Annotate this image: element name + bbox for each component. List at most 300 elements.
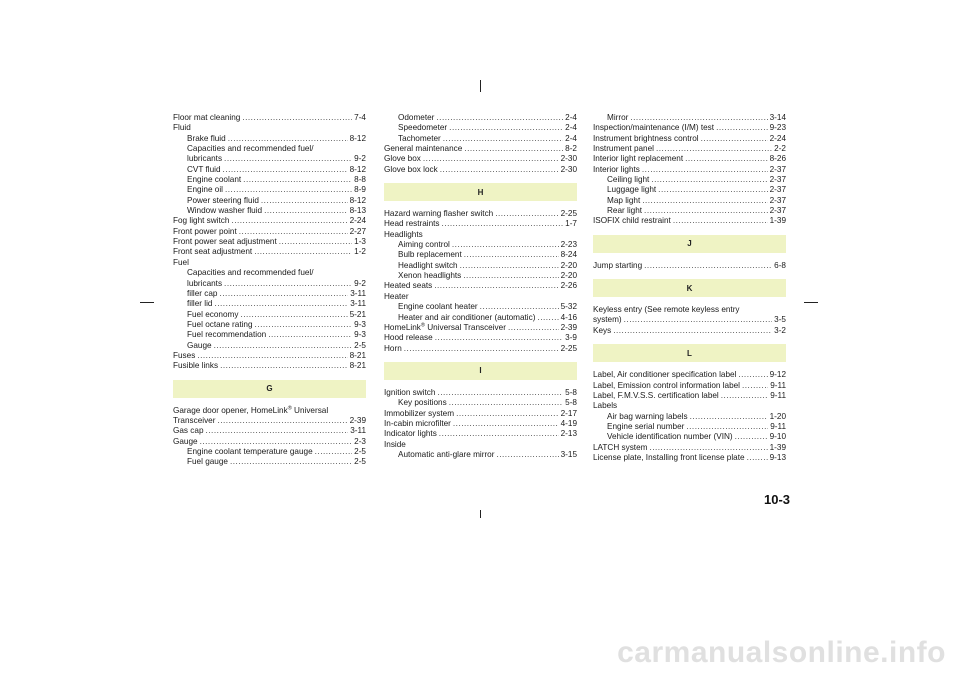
entry-label: Inside [384,439,406,449]
entry-text [173,416,215,426]
index-entry [173,416,366,426]
index-subentry [173,165,366,175]
page-reference: 2-24 [769,133,786,143]
dot-leader [439,429,559,439]
entry-text [593,261,642,271]
dot-leader [496,450,558,460]
index-entry [384,292,577,302]
registered-mark: ® [420,322,425,329]
entry-text [187,144,366,154]
entry-label: In-cabin microfilter [384,418,451,428]
dot-leader [701,134,768,144]
index-subentry [384,261,577,271]
page-reference: 3-2 [774,325,786,335]
entry-text [607,113,628,123]
entry-text [173,237,277,247]
entry-label: Map light [607,195,641,205]
entry-label: Label, Emission control information label [593,380,740,390]
entry-text [173,361,218,371]
index-entry [384,209,577,219]
entry-label: lubricants [187,154,223,164]
index-subentry [384,240,577,250]
dot-leader [200,437,353,447]
entry-text [593,216,671,226]
entry-text [187,134,226,144]
dot-leader [644,261,772,271]
entry-label: Label, F.M.V.S.S. certification label [593,390,719,400]
dot-leader [206,426,349,436]
index-entry [593,216,786,226]
entry-text [384,440,577,450]
index-entry [593,381,786,391]
entry-text [384,429,437,439]
entry-label: Fuel economy [187,309,239,319]
entry-label: Immobilizer system [384,408,455,418]
dot-leader [442,219,564,229]
entry-text [187,320,253,330]
entry-text [384,323,506,333]
index-entry [384,429,577,439]
entry-label: Label, Air conditioner specification label [593,370,737,380]
entry-label: Aiming control [398,240,450,250]
page-reference: 9-3 [354,319,366,329]
dot-leader [242,113,352,123]
entry-label: Hood release [384,333,433,343]
index-subentry [384,134,577,144]
entry-label: Fuel [173,257,189,267]
entry-text [398,123,447,133]
page-reference: 4-19 [560,418,577,428]
index-entry [173,216,366,226]
section-header-g: G [173,380,366,398]
entry-label: Gauge [187,340,212,350]
index-entry [593,134,786,144]
entry-label: General maintenance [384,144,463,154]
index-subentry [593,196,786,206]
page-reference: 2-3 [354,436,366,446]
page-reference: 2-37 [769,195,786,205]
dot-leader [747,453,768,463]
entry-label: Garage door opener, HomeLink [173,405,288,415]
entry-label: system) [593,315,622,325]
entry-label: Mirror [607,113,629,122]
dot-leader [224,279,352,289]
page-reference: 9-3 [354,330,366,340]
entry-text [384,165,438,175]
entry-label-cont: Universal Transceiver [424,322,506,332]
entry-label: Window washer fluid [187,206,263,216]
index-subentry [173,330,366,340]
index-entry [593,370,786,380]
dot-leader [651,175,767,185]
index-entry [173,426,366,436]
index-entry [593,326,786,336]
dot-leader [239,227,348,237]
index-column-1 [173,113,366,468]
page-reference: 2-30 [560,154,577,164]
index-entry [593,401,786,411]
page-reference: 2-24 [349,216,366,226]
dot-leader [230,457,352,467]
page-reference: 3-11 [350,288,366,298]
index-subentry [384,250,577,260]
index-subentry [384,123,577,133]
index-subentry [593,412,786,422]
entry-text [173,351,195,361]
dot-leader [255,320,353,330]
entry-text [398,398,447,408]
entry-label: Automatic anti-glare mirror [398,449,495,459]
entry-text [593,315,622,325]
dot-leader [261,196,348,206]
dot-leader [738,370,767,380]
entry-label: Brake fluid [187,133,226,143]
section-header-h: H [384,183,577,201]
entry-text [173,123,366,133]
index-subentry [593,432,786,442]
page-reference: 2-5 [354,340,366,350]
dot-leader [630,113,767,123]
dot-leader [437,388,563,398]
entry-text [384,333,433,343]
page-reference: 8-12 [349,164,366,174]
index-subentry [173,134,366,144]
dot-leader [456,409,559,419]
index-entry [593,123,786,133]
index-subentry [384,271,577,281]
dot-leader [240,310,347,320]
index-subentry [173,144,366,154]
entry-label: Glove box [384,154,421,164]
page-reference: 2-4 [565,133,577,143]
entry-label: ISOFIX child restraint [593,216,671,226]
entry-text [187,268,366,278]
index-subentry [173,175,366,185]
entry-text [187,196,259,206]
index-entry [593,315,786,325]
dot-leader [228,134,348,144]
entry-label: Capacities and recommended fuel/ [187,268,314,278]
page-reference: 2-37 [769,185,786,195]
dot-leader [264,206,348,216]
entry-label: Keyless entry (See remote keyless entry [593,305,740,315]
entry-label: Xenon headlights [398,271,462,281]
index-entry [173,247,366,257]
index-entry [173,406,366,416]
section-header-k: K [593,279,786,297]
dot-leader [624,315,773,325]
index-entry [593,453,786,463]
page-reference: 1-2 [354,247,366,257]
entry-text [384,292,577,302]
dot-leader [658,185,767,195]
entry-label: Tachometer [398,133,441,143]
entry-text [187,310,238,320]
index-entry [384,388,577,398]
entry-label: Front power point [173,226,237,236]
dot-leader [449,123,563,133]
page-reference: 2-37 [769,164,786,174]
page-reference: 8-21 [349,350,366,360]
entry-text [398,134,441,144]
entry-label: Fuel recommendation [187,330,267,340]
dot-leader [742,381,768,391]
entry-label: Luggage light [607,185,657,195]
page-reference: 9-2 [354,278,366,288]
index-subentry [593,206,786,216]
index-column-2 [384,113,577,460]
dot-leader [279,237,352,247]
page-reference: 1-39 [769,442,786,452]
entry-text [173,406,366,416]
index-subentry [384,450,577,460]
dot-leader [690,412,768,422]
page-reference: 5-8 [565,398,577,408]
dot-leader [464,250,559,260]
dot-leader [254,247,352,257]
index-entry [384,409,577,419]
page-reference: 9-12 [769,370,786,380]
page-reference: 2-37 [769,206,786,216]
dot-leader [642,165,768,175]
dot-leader [644,206,768,216]
index-subentry [173,310,366,320]
watermark: carmanualsonline.info [617,636,946,669]
index-subentry [384,313,577,323]
entry-text [398,302,478,312]
index-entry [384,440,577,450]
entry-label: Headlights [384,229,423,239]
index-entry [384,419,577,429]
page-reference: 3-15 [560,449,577,459]
entry-text [593,443,647,453]
page-reference: 9-11 [770,380,786,390]
entry-label: Vehicle identification number (VIN) [607,432,733,442]
entry-text [593,154,683,164]
entry-text [398,240,450,250]
entry-label: Indicator lights [384,429,437,439]
page-reference: 4-16 [560,312,577,322]
entry-label: Glove box lock [384,164,438,174]
entry-label: Fog light switch [173,216,230,226]
index-entry [593,391,786,401]
index-entry [173,113,366,123]
page-reference: 8-12 [349,195,366,205]
dot-leader [449,398,563,408]
entry-text [384,409,454,419]
index-entry [384,333,577,343]
page-reference: 9-11 [770,390,786,400]
entry-label: Fluid [173,123,191,133]
dot-leader [463,271,558,281]
page-reference: 2-26 [560,281,577,291]
index-entry [384,281,577,291]
entry-label: Headlight switch [398,260,458,270]
index-entry [384,154,577,164]
page-reference: 3-5 [774,315,786,325]
page-reference: 2-23 [560,240,577,250]
page-reference: 8-9 [354,185,366,195]
dot-leader [214,299,348,309]
index-entry [173,351,366,361]
dot-leader [460,261,559,271]
dot-leader [223,165,348,175]
entry-label: Gas cap [173,426,204,436]
dot-leader [231,216,347,226]
index-subentry [173,320,366,330]
section-header-l: L [593,344,786,362]
entry-label: Gauge [173,436,198,446]
page-reference: 2-39 [560,322,577,332]
entry-text [173,216,229,226]
entry-label: Capacities and recommended fuel/ [187,144,314,154]
index-subentry [593,175,786,185]
dot-leader [453,419,559,429]
index-entry [593,165,786,175]
entry-label: Inspection/maintenance (I/M) test [593,123,715,133]
entry-label: Air bag warning labels [607,411,688,421]
dot-leader [685,154,768,164]
entry-text [607,196,640,206]
dot-leader [656,144,772,154]
entry-label: filler cap [187,288,218,298]
page-reference: 2-25 [560,343,577,353]
entry-text [593,370,736,380]
entry-text [187,457,228,467]
entry-label: Speedometer [398,123,448,133]
page-reference: 8-2 [565,144,577,154]
index-subentry [593,185,786,195]
dot-leader [197,351,347,361]
page-reference: 2-27 [349,226,366,236]
page-reference: 3-14 [769,113,786,122]
index-subentry [173,185,366,195]
page-reference: 2-17 [560,408,577,418]
entry-text [607,422,684,432]
entry-label: lubricants [187,278,223,288]
page-reference: 9-11 [770,421,786,431]
entry-text [187,289,218,299]
index-subentry [173,154,366,164]
dot-leader [480,302,559,312]
page-reference: 2-25 [560,209,577,219]
page-number: 10-3 [764,492,791,507]
entry-text [607,432,733,442]
entry-label: Head restraints [384,219,440,229]
index-subentry [384,302,577,312]
entry-text [187,165,221,175]
entry-label: Interior lights [593,164,640,174]
dot-leader [649,443,767,453]
index-entry [593,144,786,154]
entry-label: Ignition switch [384,387,436,397]
page-reference: 3-11 [350,426,366,436]
index-subentry [593,113,786,123]
crop-mark-left [140,302,154,303]
entry-text [173,227,237,237]
entry-text [593,391,719,401]
page-reference: 2-39 [349,415,366,425]
dot-leader [423,154,559,164]
page-reference: 9-2 [354,154,366,164]
page-reference: 2-20 [560,260,577,270]
entry-text [187,447,313,457]
index-entry [173,227,366,237]
index-entry [384,323,577,333]
entry-text [187,341,212,351]
entry-label: Horn [384,343,402,353]
index-subentry [173,206,366,216]
entry-text [398,271,461,281]
page-reference: 1-20 [769,411,786,421]
entry-text [384,344,402,354]
entry-text [384,144,462,154]
dot-leader [220,289,349,299]
entry-text [384,281,432,291]
index-subentry [173,268,366,278]
entry-text [173,426,204,436]
index-entry [384,219,577,229]
entry-label: Keys [593,325,612,335]
entry-label: Engine coolant heater [398,302,478,312]
index-entry [173,123,366,133]
entry-label: Odometer [398,113,435,122]
entry-label: Engine serial number [607,421,685,431]
entry-text [384,209,493,219]
entry-text [187,206,262,216]
entry-text [384,419,451,429]
entry-text [384,154,421,164]
dot-leader [452,240,559,250]
page-reference: 1-39 [769,216,786,226]
entry-text [593,165,640,175]
dot-leader [214,341,353,351]
index-entry [384,165,577,175]
section-header-i: I [384,362,577,380]
dot-leader [225,185,352,195]
index-entry [384,144,577,154]
entry-text [607,412,688,422]
entry-text [398,450,494,460]
entry-label: Heater and air conditioner (automatic) [398,312,536,322]
entry-label: HomeLink [384,322,421,332]
index-subentry [173,289,366,299]
entry-text [173,247,252,257]
index-entry [173,237,366,247]
entry-label: Jump starting [593,260,643,270]
dot-leader [268,330,352,340]
index-subentry [173,196,366,206]
entry-label: Engine coolant temperature gauge [187,446,313,456]
registered-mark: ® [287,404,292,411]
entry-text [593,134,699,144]
page-reference: 8-26 [769,154,786,164]
crop-mark-right [804,302,818,303]
crop-mark-bottom [480,510,481,518]
entry-label: Bulb replacement [398,250,462,260]
page-reference: 2-5 [354,446,366,456]
entry-text [593,453,745,463]
entry-text [384,230,577,240]
entry-label: Power steering fluid [187,195,259,205]
entry-label: License plate, Installing front license plate [593,452,745,462]
page-reference: 2-4 [565,113,577,122]
entry-label: LATCH system [593,442,648,452]
index-subentry [593,422,786,432]
page-reference: 2-20 [560,271,577,281]
entry-label: CVT fluid [187,164,221,174]
dot-leader [613,326,772,336]
